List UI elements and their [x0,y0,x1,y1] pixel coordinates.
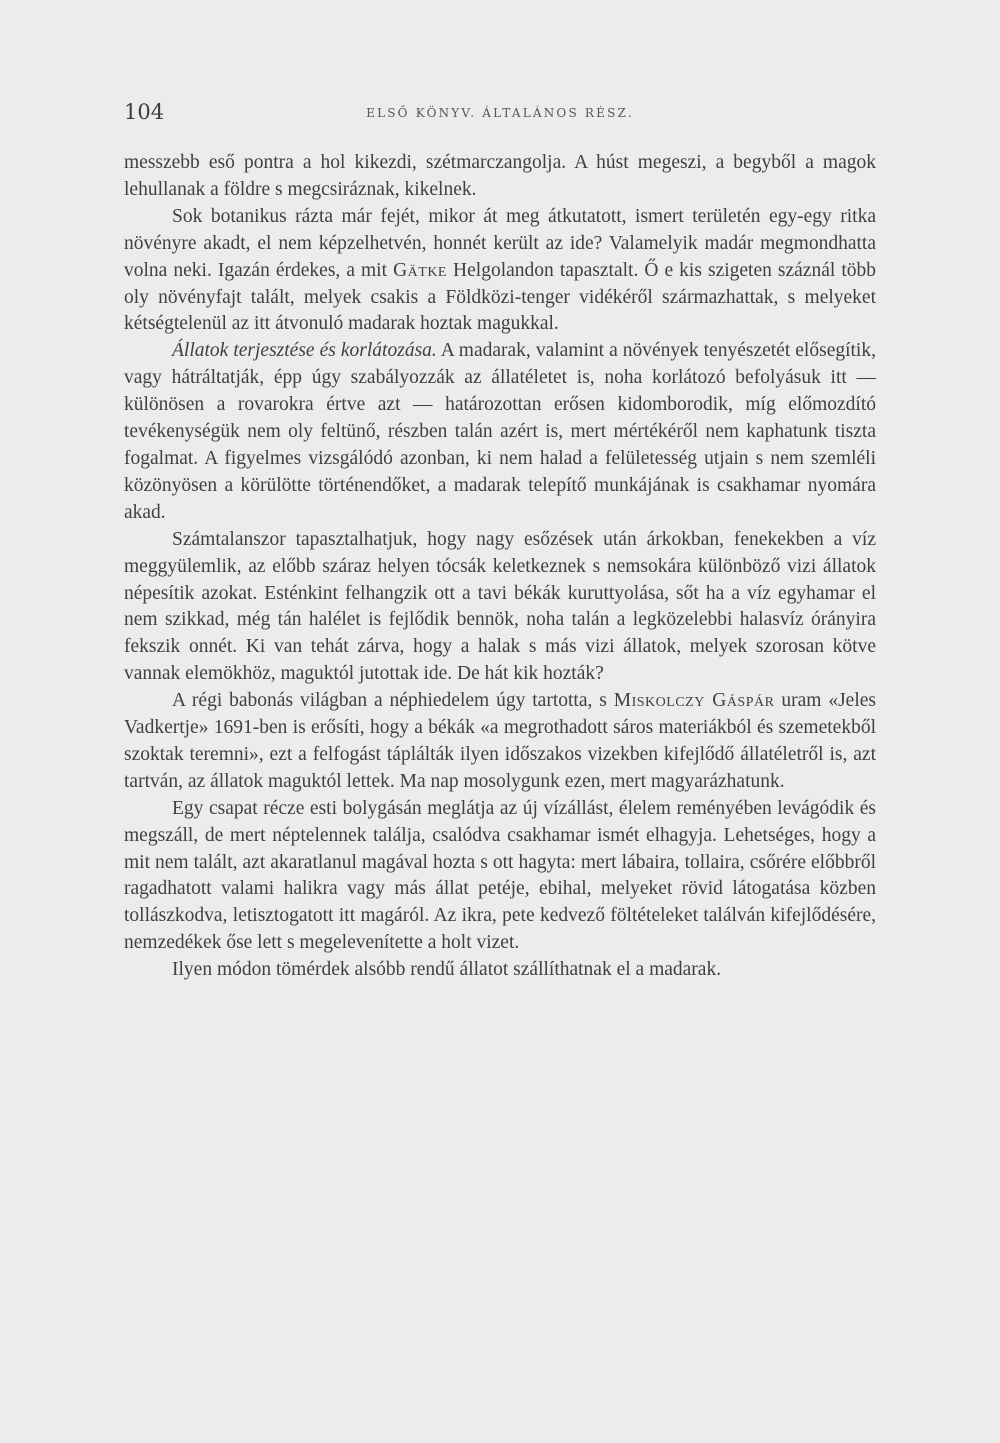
paragraph-7-text: Ilyen módon tömérdek alsóbb rendű állatot szállíthatnak el a madarak. [172,959,722,981]
paragraph-3-text: A madarak, valamint a növények tenyészetét elősegítik, vagy hátráltatják, épp úgy szabályozzák az állatéletet is, noha korlátozó befolyásuk itt — különösen a rovarokra értve azt — határozottan erősen kidomborodik, míg előmozdító tevékenységük nem oly feltünő, részben talán azért is, mert mértékéről nem kaphatunk tiszta fogalmat. A figyelmes vizsgálódó azonban, ki nem halad a felületesség utjain s nem szemléli közönyösen a körülötte történendőket, a madarak telepítő munkájának is csakhamar nyomára akad. [124,340,876,523]
section-heading: Állatok terjesztése és korlátozása. [172,340,437,362]
page-number: 104 [124,100,165,124]
paragraph-2-pre: Sok botanikus rázta már fejét, mikor át meg átkutatott, ismert területén egy-egy ritka növényre akadt, el nem képzelhetvén, honnét került az ide? Valamelyik madár megmondhatta volna neki. Igazán érdekes, a mit [124,205,876,281]
paragraph-7 [124,957,876,984]
paragraph-3 [124,338,876,526]
author-name-gatke: Gätke [393,259,447,281]
paragraph-6 [124,796,876,957]
paragraph-2 [124,204,876,339]
paragraph-5-pre: A régi babonás világban a néphiedelem úgy tartotta, s [172,690,614,712]
body-text [124,150,876,984]
running-head: ELSŐ KÖNYV. ÁLTALÁNOS RÉSZ. [366,106,634,120]
paragraph-5-post: uram «Jeles Vadkertje» 1691-ben is erősíti, hogy a békák «a megrothadott sáros materiákból és szemetekből szoktak teremni», ezt a felfogást táplálták ilyen időszakos vizekben kifejlődő állatéletről is, azt tartván, az állatok maguktól lettek. Ma nap mosolygunk ezen, mert magyarázhatunk. [124,690,876,792]
page-header [124,100,876,130]
paragraph-4 [124,527,876,688]
paragraph-2-post: Helgolandon tapasztalt. Ő e kis szigeten száznál több oly növényfajt talált, melyek csakis a Földközi-tenger vidékéről származhattak, s melyeket kétségtelenül az itt átvonuló madarak hoztak magukkal. [124,259,876,335]
paragraph-6-text: Egy csapat récze esti bolygásán meglátja az új vízállást, élelem reményében levágódik és megszáll, de mert néptelennek találja, csalódva csakhamar ismét elhagyja. Lehetséges, hogy a mit nem talált, azt akaratlanul magával hozta s ott hagyta: mert lábaira, tollaira, csőrére előbbről ragadhatott valami halikra vagy más állat petéje, ebihal, melyeket rövid látogatása közben tollászkodva, letisztogatott itt magáról. Az ikra, pete kedvező föltételeket találván kifejlődésére, nemzedékek őse lett s megelevenítette a holt vizet. [124,797,876,954]
paragraph-1-text: messzebb eső pontra a hol kikezdi, szétmarczangolja. A húst megeszi, a begyből a magok lehullanak a földre s megcsiráznak, kikelnek. [124,152,876,200]
paragraph-5 [124,688,876,796]
paragraph-1 [124,150,876,204]
author-name-miskolczy: Miskolczy Gáspár [613,690,775,712]
paragraph-4-text: Számtalanszor tapasztalhatjuk, hogy nagy esőzések után árkokban, fenekekben a víz meggyülemlik, az előbb száraz helyen tócsák keletkeznek s nemsokára különböző vizi állatok népesítik azokat. Esténkint felhangzik ott a tavi békák kuruttyolása, sőt ha a víz egyhamar el nem szikkad, még tán halélet is fejlődik bennök, noha talán a legközelebbi halasvíz órányira fekszik onnét. Ki van tehát zárva, hogy a halak s más vizi állatok, melyek szorosan kötve vannak elemökhöz, maguktól jutottak ide. De hát kik hozták? [124,528,876,685]
